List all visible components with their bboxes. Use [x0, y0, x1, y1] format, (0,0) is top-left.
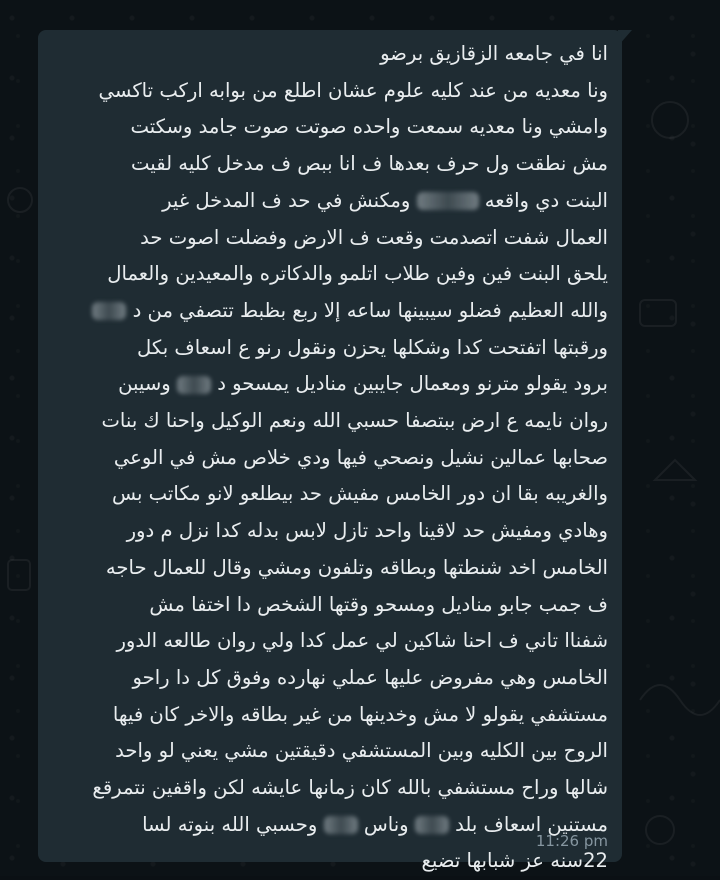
message-line: ف جمب جابو مناديل ومسحو وقتها الشخص دا اختفا مش	[149, 592, 608, 616]
message-line: صحابها عمالين نشيل ونصحي فيها ودي خلاص مش في الوعي	[113, 445, 608, 469]
redacted-blur	[177, 376, 211, 394]
message-fragment: برود يقولو مترنو ومعمال جايبين مناديل يمسحو د	[217, 372, 608, 396]
message-fragment: البنت دي واقعه	[484, 188, 608, 212]
message-line: شفناا تاني ف احنا شاكين لي عمل كدا ولي روان طالعه الدور	[116, 629, 608, 653]
message-line	[52, 366, 608, 403]
message-fragment: مستنين اسعاف بلد	[455, 812, 608, 836]
message-line: انا في جامعه الزقازيق برضو	[380, 42, 608, 65]
redacted-blur	[417, 192, 479, 210]
message-line: الخامس وهي مفروض عليها عملي نهارده وفوق كل دا راحو	[132, 665, 608, 689]
message-line: الخامس اخد شنطتها وبطاقه وتلفون ومشي وقال للعمال حاجه	[105, 555, 608, 579]
message-line: ونا معديه من عند كليه علوم عشان اطلع من بوابه اركب تاكسي	[98, 78, 608, 102]
message-line: مستشفي يقولو لا مش وخدينها من غير بطاقه والاخر كان فيها	[112, 702, 608, 726]
message-fragment: وحسبي الله بنوته لسا	[142, 812, 318, 836]
redacted-blur	[415, 816, 449, 834]
message-line: 22سنه عز شبابها تضيع	[421, 849, 608, 873]
message-line: شالها وراح مستشفي بالله كان زمانها عايشه لكن واقفين نتمرقع	[92, 776, 608, 800]
message-line: ورقبتها اتفتحت كدا وشكلها يحزن ونقول رنو ع اسعاف بكل	[137, 335, 608, 359]
message-line: يلحق البنت فين وفين طلاب اتلمو والدكاتره والمعيدين والعمال	[107, 262, 608, 286]
redacted-blur	[92, 302, 126, 320]
redacted-blur	[324, 816, 358, 834]
message-line: الروح بين الكليه وبين المستشفي دقيقتين مشي يعني لو واحد	[115, 739, 608, 763]
message-text	[52, 36, 608, 880]
message-fragment: وناس	[363, 812, 409, 836]
message-line: العمال شفت اتصدمت وقعت ف الارض وفضلت اصوت حد	[140, 225, 608, 249]
message-line: وهادي ومفيش حد لاقينا واحد تازل لابس بدله كدا نزل م دور	[126, 519, 608, 543]
message-fragment: وسيبن	[118, 372, 171, 396]
message-fragment: ومكنش في حد ف المدخل غير	[162, 188, 411, 212]
message-line: روان نايمه ع ارض ببتصفا حسبي الله ونعم الوكيل واحنا ك بنات	[101, 409, 608, 433]
message-line	[52, 807, 608, 844]
message-line: مش نطقت ول حرف بعدها ف انا ببص ف مدخل كليه لقيت	[131, 152, 608, 176]
message-line	[52, 183, 608, 220]
message-timestamp: 11:26 pm	[535, 832, 608, 850]
message-line: والغريبه بقا ان دور الخامس مفيش حد بيطلعو لانو مكاتب بس	[112, 482, 608, 506]
message-fragment: والله العظيم فضلو سيبينها ساعه إلا ربع بظبط تتصفي من د	[132, 298, 608, 322]
message-line	[52, 293, 608, 330]
message-line: وامشي ونا معديه سمعت واحده صوتت صوت جامد وسكتت	[130, 115, 608, 139]
message-bubble[interactable]	[38, 30, 622, 873]
